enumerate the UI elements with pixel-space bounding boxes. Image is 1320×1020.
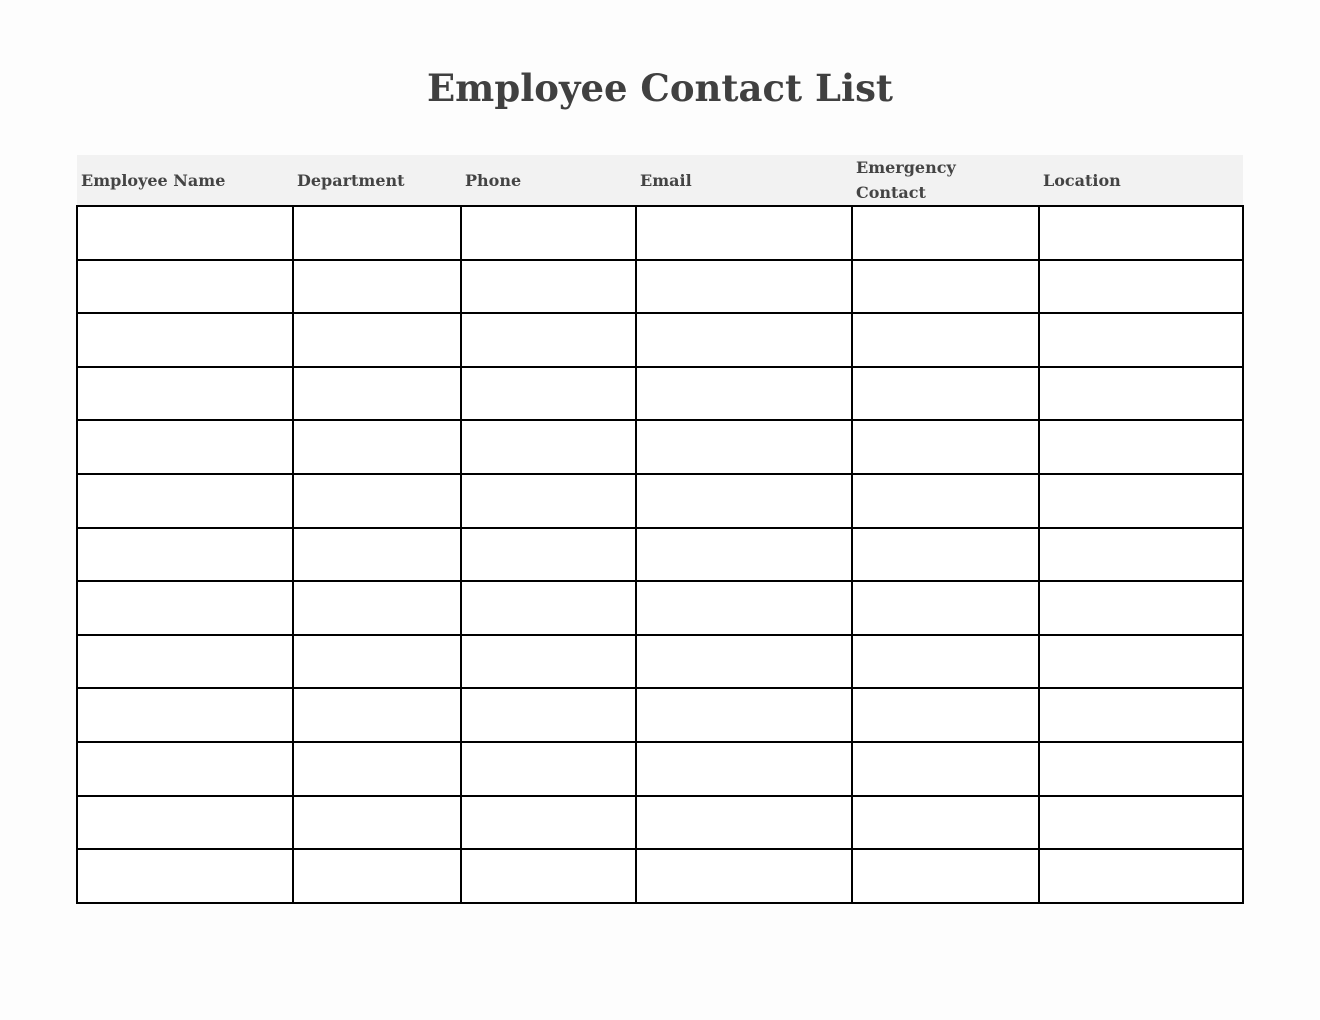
table-cell-employee-name[interactable] bbox=[77, 742, 293, 796]
table-cell-employee-name[interactable] bbox=[77, 635, 293, 689]
table-cell-employee-name[interactable] bbox=[77, 528, 293, 582]
table-cell-location[interactable] bbox=[1039, 474, 1243, 528]
table-row bbox=[77, 313, 1243, 367]
table-cell-emergency-contact[interactable] bbox=[852, 313, 1039, 367]
page-title: Employee Contact List bbox=[426, 66, 893, 110]
table-cell-email[interactable] bbox=[636, 420, 852, 474]
column-header-phone: Phone bbox=[461, 155, 636, 206]
table-cell-department[interactable] bbox=[293, 206, 461, 260]
table-cell-employee-name[interactable] bbox=[77, 206, 293, 260]
table-cell-employee-name[interactable] bbox=[77, 367, 293, 421]
table-cell-department[interactable] bbox=[293, 313, 461, 367]
table-cell-employee-name[interactable] bbox=[77, 581, 293, 635]
table-row bbox=[77, 688, 1243, 742]
table-cell-email[interactable] bbox=[636, 742, 852, 796]
table-cell-location[interactable] bbox=[1039, 420, 1243, 474]
table-cell-department[interactable] bbox=[293, 420, 461, 474]
table-cell-location[interactable] bbox=[1039, 313, 1243, 367]
column-header-location: Location bbox=[1039, 155, 1243, 206]
table-cell-emergency-contact[interactable] bbox=[852, 742, 1039, 796]
table-row bbox=[77, 581, 1243, 635]
table-cell-phone[interactable] bbox=[461, 796, 636, 850]
table-cell-emergency-contact[interactable] bbox=[852, 849, 1039, 903]
table-cell-email[interactable] bbox=[636, 849, 852, 903]
table-row bbox=[77, 796, 1243, 850]
table-cell-email[interactable] bbox=[636, 796, 852, 850]
table-cell-location[interactable] bbox=[1039, 581, 1243, 635]
table-cell-phone[interactable] bbox=[461, 581, 636, 635]
table-cell-emergency-contact[interactable] bbox=[852, 688, 1039, 742]
table-cell-phone[interactable] bbox=[461, 313, 636, 367]
table-cell-phone[interactable] bbox=[461, 474, 636, 528]
table-cell-location[interactable] bbox=[1039, 796, 1243, 850]
table-cell-employee-name[interactable] bbox=[77, 420, 293, 474]
table-cell-phone[interactable] bbox=[461, 742, 636, 796]
table-cell-phone[interactable] bbox=[461, 528, 636, 582]
table-cell-employee-name[interactable] bbox=[77, 849, 293, 903]
table-row bbox=[77, 260, 1243, 314]
table-cell-emergency-contact[interactable] bbox=[852, 367, 1039, 421]
table-cell-employee-name[interactable] bbox=[77, 474, 293, 528]
table-cell-department[interactable] bbox=[293, 260, 461, 314]
contact-table bbox=[76, 155, 1244, 904]
table-cell-department[interactable] bbox=[293, 528, 461, 582]
table-cell-department[interactable] bbox=[293, 367, 461, 421]
table-cell-location[interactable] bbox=[1039, 635, 1243, 689]
table-cell-employee-name[interactable] bbox=[77, 688, 293, 742]
column-header-email: Email bbox=[636, 155, 852, 206]
table-cell-email[interactable] bbox=[636, 581, 852, 635]
table-row bbox=[77, 420, 1243, 474]
table-cell-email[interactable] bbox=[636, 528, 852, 582]
table-cell-location[interactable] bbox=[1039, 367, 1243, 421]
table-cell-phone[interactable] bbox=[461, 849, 636, 903]
table-cell-location[interactable] bbox=[1039, 849, 1243, 903]
table-cell-email[interactable] bbox=[636, 206, 852, 260]
column-header-emergency-contact: Emergency Contact bbox=[852, 155, 1039, 206]
table-row bbox=[77, 474, 1243, 528]
table-row bbox=[77, 635, 1243, 689]
table-cell-emergency-contact[interactable] bbox=[852, 474, 1039, 528]
table-cell-email[interactable] bbox=[636, 474, 852, 528]
table-cell-emergency-contact[interactable] bbox=[852, 528, 1039, 582]
table-cell-phone[interactable] bbox=[461, 688, 636, 742]
table-cell-emergency-contact[interactable] bbox=[852, 635, 1039, 689]
table-cell-email[interactable] bbox=[636, 367, 852, 421]
table-cell-department[interactable] bbox=[293, 581, 461, 635]
column-header-department: Department bbox=[293, 155, 461, 206]
table-cell-department[interactable] bbox=[293, 635, 461, 689]
table-cell-email[interactable] bbox=[636, 313, 852, 367]
table-cell-phone[interactable] bbox=[461, 206, 636, 260]
table-cell-email[interactable] bbox=[636, 260, 852, 314]
table-row bbox=[77, 528, 1243, 582]
table-cell-emergency-contact[interactable] bbox=[852, 206, 1039, 260]
table-cell-employee-name[interactable] bbox=[77, 260, 293, 314]
table-cell-department[interactable] bbox=[293, 742, 461, 796]
table-cell-phone[interactable] bbox=[461, 635, 636, 689]
table-cell-department[interactable] bbox=[293, 849, 461, 903]
column-header-employee-name: Employee Name bbox=[77, 155, 293, 206]
header-row bbox=[77, 155, 1243, 206]
table-cell-phone[interactable] bbox=[461, 367, 636, 421]
table-cell-location[interactable] bbox=[1039, 688, 1243, 742]
table-row bbox=[77, 849, 1243, 903]
table-cell-emergency-contact[interactable] bbox=[852, 796, 1039, 850]
table-cell-department[interactable] bbox=[293, 474, 461, 528]
table-cell-phone[interactable] bbox=[461, 420, 636, 474]
table-cell-emergency-contact[interactable] bbox=[852, 581, 1039, 635]
table-cell-email[interactable] bbox=[636, 635, 852, 689]
table-cell-employee-name[interactable] bbox=[77, 796, 293, 850]
contact-table-container bbox=[76, 155, 1242, 904]
table-cell-location[interactable] bbox=[1039, 260, 1243, 314]
table-cell-department[interactable] bbox=[293, 796, 461, 850]
table-cell-location[interactable] bbox=[1039, 206, 1243, 260]
table-body bbox=[77, 206, 1243, 903]
table-cell-emergency-contact[interactable] bbox=[852, 260, 1039, 314]
table-cell-email[interactable] bbox=[636, 688, 852, 742]
table-cell-department[interactable] bbox=[293, 688, 461, 742]
table-cell-emergency-contact[interactable] bbox=[852, 420, 1039, 474]
table-cell-phone[interactable] bbox=[461, 260, 636, 314]
table-row bbox=[77, 206, 1243, 260]
table-cell-location[interactable] bbox=[1039, 528, 1243, 582]
table-row bbox=[77, 742, 1243, 796]
table-cell-location[interactable] bbox=[1039, 742, 1243, 796]
table-cell-employee-name[interactable] bbox=[77, 313, 293, 367]
table-row bbox=[77, 367, 1243, 421]
